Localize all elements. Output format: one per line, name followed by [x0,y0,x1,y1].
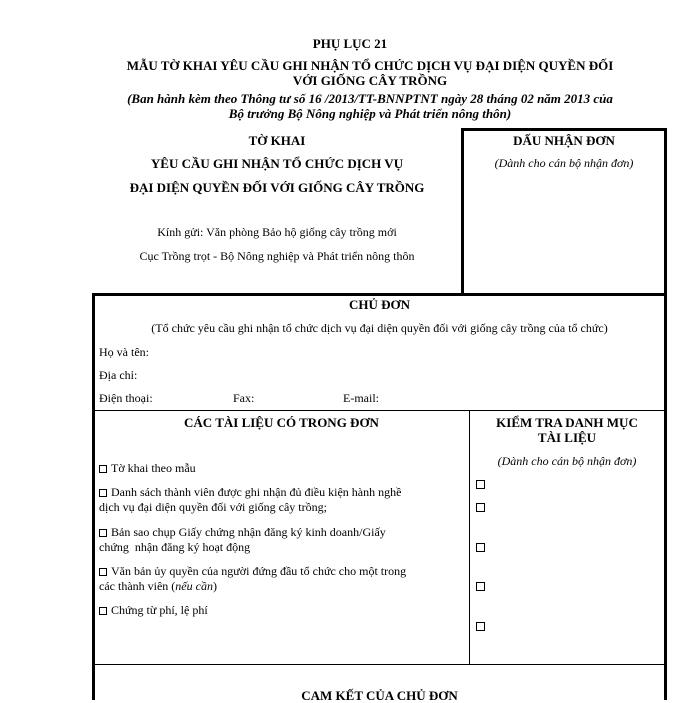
documents-title: CÁC TÀI LIỆU CÓ TRONG ĐƠN [184,415,379,430]
form-title-line1: MẪU TỜ KHAI YÊU CẦU GHI NHẬN TỔ CHỨC DỊCH VỤ ĐẠI DIỆN QUYỀN ĐỐI [126,58,614,73]
checklist-checkbox-3[interactable] [476,543,485,552]
applicant-top-border [92,293,667,296]
applicant-name-label: Họ và tên: [99,345,149,359]
form-right-border [664,128,667,700]
documents-bottom-border [94,664,665,665]
checklist-checkbox-4[interactable] [476,582,485,591]
declaration-subtitle-line2: ĐẠI DIỆN QUYỀN ĐỐI VỚI GIỐNG CÂY TRỒNG [129,180,425,195]
checklist-note: (Dành cho cán bộ nhận đơn) [497,454,637,468]
declaration-title: TỜ KHAI [248,133,306,148]
form-left-border [92,293,95,700]
applicant-email-label: E-mail: [343,391,379,405]
addressee-line2: Cục Trồng trọt - Bộ Nông nghiệp và Phát triển nông thôn [139,249,415,263]
stamp-box-top-border [462,128,667,131]
stamp-box-note: (Dành cho cán bộ nhận đơn) [494,156,634,170]
commitment-title: CAM KẾT CỦA CHỦ ĐƠN [301,688,458,703]
checklist-title-line2: TÀI LIỆU [537,430,597,445]
documents-column-divider [469,410,470,664]
addressee-line1: Kính gửi: Văn phòng Bảo hộ giống cây trồng mới [157,225,397,239]
document-item-template-form: Tờ khai theo mẫu [99,461,196,476]
issuance-note-line1: (Ban hành kèm theo Thông tư số 16 /2013/TT-BNNPTNT ngày 28 tháng 02 năm 2013 của [127,91,613,106]
checkbox-icon[interactable] [99,568,107,576]
stamp-box-title: DẤU NHẬN ĐƠN [513,133,615,148]
form-title-line2: VỚI GIỐNG CÂY TRỒNG [292,73,448,88]
checklist-title-line1: KIỂM TRA DANH MỤC [496,415,638,430]
document-item-authorization: Văn bản ủy quyền của người đứng đầu tổ chức cho một trong các thành viên (nếu cần) [99,564,407,593]
applicant-title: CHỦ ĐƠN [348,297,411,312]
applicant-fax-label: Fax: [233,391,255,405]
applicant-phone-label: Điện thoại: [99,391,153,405]
issuance-note-line2: Bộ trưởng Bộ Nông nghiệp và Phát triển nông thôn) [228,106,512,121]
checkbox-icon[interactable] [99,465,107,473]
applicant-address-label: Địa chỉ: [99,368,138,382]
checkbox-icon[interactable] [99,489,107,497]
checklist-checkbox-2[interactable] [476,503,485,512]
document-item-member-list: Danh sách thành viên được ghi nhận đủ điều kiện hành nghề dịch vụ đại diện quyền đối với giống cây trồng; [99,485,402,514]
document-item-business-registration: Bản sao chụp Giấy chứng nhận đăng ký kinh doanh/Giấy chứng nhận đăng ký hoạt động [99,525,386,554]
applicant-note: (Tổ chức yêu cầu ghi nhận tổ chức dịch vụ đại diện quyền đối với giống cây trồng của tổ chức) [151,321,608,335]
document-item-fee-receipt: Chứng từ phí, lệ phí [99,603,208,618]
documents-top-border [94,410,665,411]
declaration-subtitle-line1: YÊU CẦU GHI NHẬN TỔ CHỨC DỊCH VỤ [150,156,404,171]
checklist-checkbox-1[interactable] [476,480,485,489]
checkbox-icon[interactable] [99,607,107,615]
stamp-box-left-border [461,128,464,294]
checklist-checkbox-5[interactable] [476,622,485,631]
checkbox-icon[interactable] [99,529,107,537]
appendix-label: PHỤ LỤC 21 [312,36,388,51]
